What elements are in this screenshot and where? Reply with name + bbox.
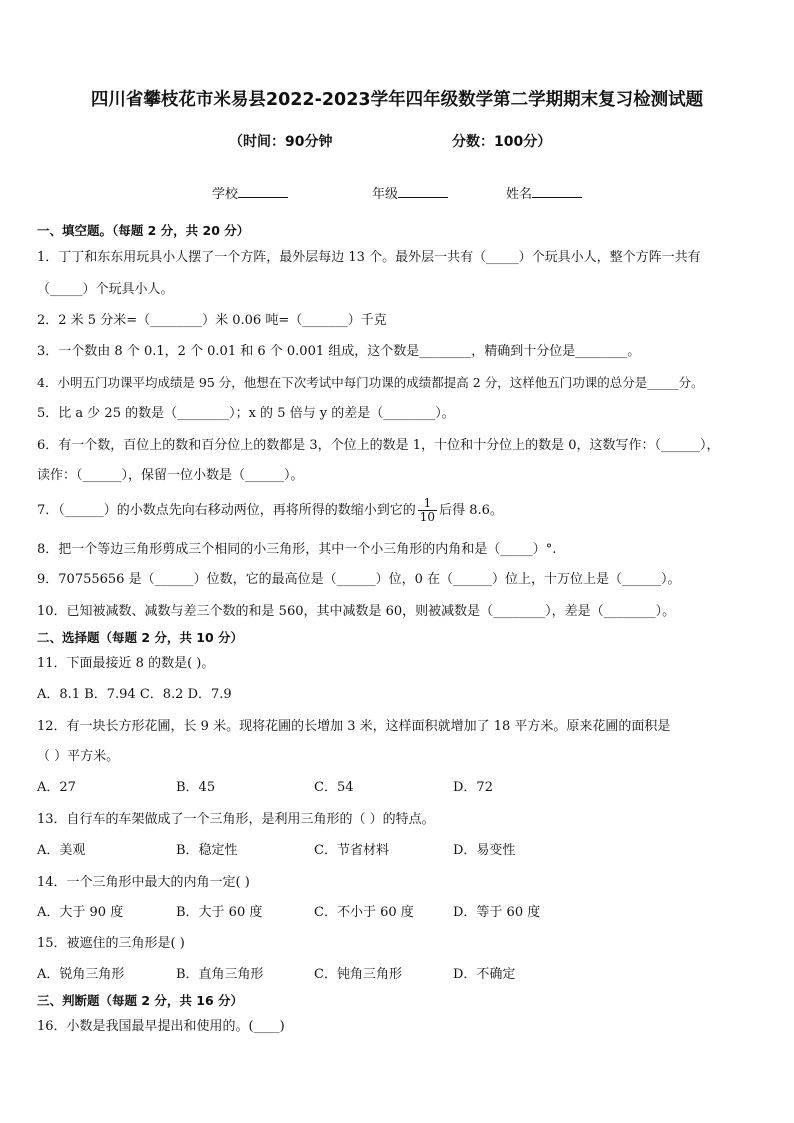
question-5: 5．比 a 少 25 的数是（________）；x 的 5 倍与 y 的差是（________）。 (37, 406, 455, 421)
question-12-option-b: B．45 (176, 780, 216, 795)
question-7-text-before: 7．（______）的小数点先向右移动两位，再将所得的数缩小到它的 (37, 503, 416, 518)
name-field (506, 183, 582, 202)
question-15-option-c: C．钝角三角形 (314, 967, 402, 982)
question-13-option-b: B．稳定性 (176, 843, 238, 858)
question-6-line-2: 读作：（______），保留一位小数是（______）。 (37, 468, 304, 483)
time-label: （时间：90分钟 (229, 134, 333, 150)
section-true-false: 三、判断题（每题 2 分，共 16 分） (37, 993, 244, 1008)
question-12-line-2: （ ）平方米。 (37, 749, 120, 764)
name-blank[interactable] (532, 185, 582, 198)
name-label: 姓名 (506, 187, 533, 202)
question-3: 3．一个数由 8 个 0.1，2 个 0.01 和 6 个 0.001 组成，这个数是________，精确到十分位是________。 (37, 344, 641, 359)
question-11-options: A．8.1 B．7.94 C．8.2 D．7.9 (37, 687, 232, 702)
question-15-option-a: A．锐角三角形 (37, 967, 125, 982)
question-15: 15．被遮住的三角形是( ) (37, 936, 185, 951)
page-title: 四川省攀枝花市米易县2022-2023学年四年级数学第二学期期末复习检测试题 (90, 90, 704, 110)
question-13-option-c: C．节省材料 (314, 843, 389, 858)
question-12-option-a: A．27 (37, 780, 76, 795)
score-label: 分数：100分） (452, 134, 552, 150)
question-7 (37, 496, 503, 526)
question-2: 2．2 米 5 分米=（________）米 0.06 吨=（_______）千克 (37, 313, 387, 328)
question-16: 16．小数是我国最早提出和使用的。(____) (37, 1019, 285, 1034)
fraction-one-tenth (418, 497, 437, 524)
question-12-line-1: 12．有一块长方形花圃，长 9 米。现将花圃的长增加 3 米，这样面积就增加了 18 平方米。原来花圃的面积是 (37, 719, 671, 734)
question-11: 11．下面最接近 8 的数是( )。 (37, 656, 215, 671)
question-15-option-b: B．直角三角形 (176, 967, 264, 982)
question-13: 13．自行车的车架做成了一个三角形，是利用三角形的（ ）的特点。 (37, 812, 435, 827)
question-14: 14．一个三角形中最大的内角一定( ) (37, 875, 250, 890)
question-13-option-a: A．美观 (37, 843, 86, 858)
grade-label: 年级 (372, 187, 399, 202)
question-1-line-2: （_____）个玩具小人。 (37, 282, 174, 297)
school-label: 学校 (212, 187, 239, 202)
question-12-option-d: D．72 (453, 780, 493, 795)
question-1-line-1: 1．丁丁和东东用玩具小人摆了一个方阵，最外层每边 13 个。最外层一共有（_____）个玩具小人，整个方阵一共有 (37, 250, 701, 265)
question-15-option-d: D．不确定 (453, 967, 516, 982)
question-14-option-b: B．大于 60 度 (176, 905, 263, 920)
question-14-option-c: C．不小于 60 度 (314, 905, 414, 920)
section-multiple-choice: 二、选择题（每题 2 分，共 10 分） (37, 630, 244, 645)
question-7-text-after: 后得 8.6。 (439, 503, 503, 518)
grade-field (372, 183, 448, 202)
question-14-option-d: D．等于 60 度 (453, 905, 541, 920)
fraction-numerator: 1 (418, 497, 437, 511)
school-field (212, 183, 288, 202)
fraction-denominator: 10 (419, 510, 436, 524)
question-10: 10．已知被减数、减数与差三个数的和是 560，其中减数是 60，则被减数是（________），差是（________）。 (37, 604, 676, 619)
question-13-option-d: D．易变性 (453, 843, 516, 858)
question-12-option-c: C．54 (314, 780, 354, 795)
question-6-line-1: 6．有一个数，百位上的数和百分位上的数都是 3，个位上的数是 1，十位和十分位上的数是 0，这数写作：（______）， (37, 438, 720, 453)
section-fill-in: 一、填空题。（每题 2 分，共 20 分） (37, 223, 250, 238)
grade-blank[interactable] (398, 185, 448, 198)
question-4: 4．小明五门功课平均成绩是 95 分，他想在下次考试中每门功课的成绩都提高 2 分，这样他五门功课的总分是_____分。 (37, 375, 704, 390)
question-8: 8．把一个等边三角形剪成三个相同的小三角形，其中一个小三角形的内角和是（_____）°. (37, 542, 557, 557)
question-9: 9．70755656 是（______）位数，它的最高位是（______）位，0 在（______）位上，十万位上是（______）。 (37, 572, 681, 587)
school-blank[interactable] (238, 185, 288, 198)
question-14-option-a: A．大于 90 度 (37, 905, 124, 920)
